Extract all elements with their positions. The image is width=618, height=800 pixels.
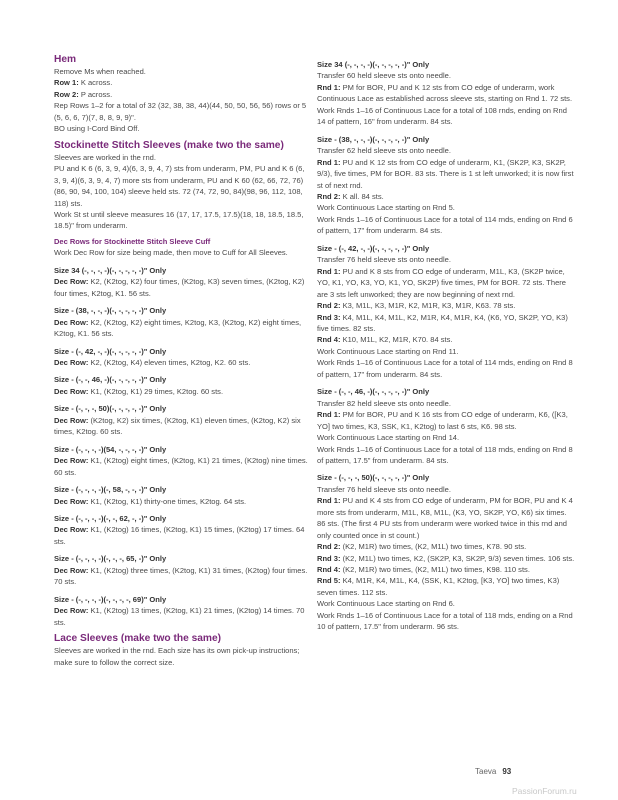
instruction-line: Rnd 1: PM for BOR, PU and K 12 sts from CO edge of underarm, work Continuous Lace as established across sleeve sts, starting on Rnd 1. 72 sts.	[317, 82, 573, 104]
row-label: Dec Row:	[54, 496, 89, 506]
instruction-line: Transfer 76 held sleeve sts onto needle.	[317, 255, 451, 265]
instruction-line: Rnd 1: PM for BOR, PU and K 16 sts from CO edge of underarm, K6, ([K3, YO] two times, K3, SSK, K1, K2tog) to last 6 sts, K6. 98 sts.	[317, 410, 568, 431]
instruction-line: Work Continuous Lace starting on Rnd 6.	[317, 599, 455, 609]
row-label: Rnd 4:	[317, 335, 341, 345]
size-heading: Size - (-, -, -, -)(54, -, -, -, -)" Only	[54, 444, 167, 454]
lace-intro: Sleeves are worked in the rnd. Each size has its own pick-up instructions; make sure to follow the correct size.	[54, 646, 300, 667]
row-label: Rnd 4:	[317, 565, 341, 575]
lace-size-list	[317, 59, 577, 633]
instruction-line: Work Continuous Lace starting on Rnd 5.	[317, 203, 455, 213]
left-column	[54, 53, 310, 668]
instruction-line: Work Continuous Lace starting on Rnd 14.	[317, 433, 460, 443]
row-label: Rnd 1:	[317, 496, 341, 506]
row-label: Rnd 5:	[317, 576, 341, 586]
row-label: Dec Row:	[54, 277, 89, 287]
row-label: Rnd 1:	[317, 266, 341, 276]
row-label: Rnd 3:	[317, 312, 341, 322]
row-label: Rnd 3:	[317, 553, 341, 563]
row-label: Rnd 1:	[317, 410, 341, 420]
instruction-line: Rnd 5: K4, M1R, K4, M1L, K4, (SSK, K1, K2tog, [K3, YO] two times, K3) seven times. 112 sts.	[317, 576, 560, 597]
instruction-line: Work St st until sleeve measures 16 (17, 17, 17.5, 17.5)(18, 18, 18.5, 18.5, 18.5)" from underarm.	[54, 209, 304, 231]
row-label: Dec Row:	[54, 317, 89, 327]
size-heading: Size - (38, -, -, -)(-, -, -, -, -)" Only	[54, 306, 167, 316]
row-label: Rnd 1:	[317, 82, 341, 92]
size-heading: Size - (-, -, 46, -)(-, -, -, -, -)" Only	[317, 387, 430, 397]
size-heading: Size - (-, -, -, -)(-, -, 62, -, -)" Only	[54, 514, 167, 523]
stockinette-instructions	[54, 152, 310, 232]
row-label: Rnd 2:	[317, 191, 341, 201]
row-label: Dec Row:	[54, 606, 89, 616]
size-heading: Size - (-, 42, -, -)(-, -, -, -, -)" Only	[54, 346, 167, 356]
lace-heading: Lace Sleeves (make two the same)	[54, 633, 222, 645]
instruction-line: PU and K 6 (6, 3, 9, 4)(6, 3, 9, 4, 7) sts from underarm, PM, PU and K 6 (6, 3, 9, 4)(6, 3, 9, 4, 7) more sts from underarm, PU and K 60 (62, 66, 72, 76)(86, 90, 94, 100, 104) sleeve held sts. 72 (74, 72, 90, 84)(98, 96, 112, 108, 118) sts.	[54, 164, 305, 208]
row-label: Rnd 2:	[317, 301, 341, 311]
dec-row-line: Dec Row: K1, (K2tog) eight times, (K2tog, K1) 21 times, (K2tog) nine times. 60 sts.	[54, 456, 308, 477]
instruction-line: BO using I-Cord Bind Off.	[54, 124, 140, 134]
row-label: Dec Row:	[54, 386, 89, 396]
page-footer	[475, 767, 511, 776]
instruction-line: Transfer 62 held sleeve sts onto needle.	[317, 146, 451, 156]
size-heading: Size - (-, -, -, -)(-, 58, -, -, -)" Only	[54, 485, 167, 495]
dec-row-line: Dec Row: K1, (K2tog) 16 times, (K2tog, K1) 15 times, (K2tog) 17 times. 64 sts.	[54, 525, 305, 546]
footer-pattern-name: Taeva	[475, 767, 497, 776]
row-label: Rnd 2:	[317, 542, 341, 552]
instruction-line: Row 1: K across.	[54, 78, 113, 88]
dec-row-line: Dec Row: K1, (K2tog) 13 times, (K2tog, K1) 21 times, (K2tog) 14 times. 70 sts.	[54, 606, 305, 627]
row-label: Row 1:	[54, 78, 79, 88]
instruction-line: Rnd 3: K4, M1L, K4, M1L, K2, M1R, K4, M1R, K4, (K6, YO, SK2P, YO, K3) five times. 82 sts.	[317, 312, 568, 333]
size-heading: Size - (-, 42, -, -)(-, -, -, -, -)" Only	[317, 243, 430, 253]
instruction-line: Rnd 2: (K2, M1R) two times, (K2, M1L) two times, K78. 90 sts.	[317, 542, 527, 552]
instruction-line: Work Rnds 1–16 of Continuous Lace for a total of 118 rnds, ending on Rnd 8 of pattern, 17.5" from underarm. 84 sts.	[317, 444, 573, 465]
size-heading: Size 34 (-, -, -, -)(-, -, -, -, -)" Only	[54, 265, 167, 275]
instruction-line: Remove Ms when reached.	[54, 67, 146, 76]
row-label: Row 2:	[54, 89, 79, 99]
instruction-line: Row 2: P across.	[54, 89, 113, 99]
instruction-line: Transfer 76 held sleeve sts onto needle.	[317, 484, 451, 494]
hem-heading: Hem	[54, 54, 77, 65]
instruction-line: Rnd 4: (K2, M1R) two times, (K2, M1L) two times, K98. 110 sts.	[317, 565, 530, 575]
instruction-line: Rnd 2: K all. 84 sts.	[317, 191, 384, 201]
dec-row-line: Dec Row: K2, (K2tog, K4) eleven times, K2tog, K2. 60 sts.	[54, 358, 251, 368]
instruction-line: Rnd 3: (K2, M1L) two times, K2, (SK2P, K3, SK2P, 9/3) seven times. 106 sts.	[317, 553, 575, 563]
row-label: Dec Row:	[54, 415, 89, 425]
dec-row-line: Dec Row: K2, (K2tog, K2) four times, (K2tog, K3) seven times, (K2tog, K2) four times, K2tog, K1. 56 sts.	[54, 277, 305, 298]
instruction-line: Sleeves are worked in the rnd.	[54, 152, 156, 162]
row-label: Dec Row:	[54, 525, 89, 535]
size-heading: Size - (-, -, -, -)(-, -, -, 65, -)" Only	[54, 554, 167, 564]
watermark: PassionForum.ru	[512, 786, 577, 796]
right-column	[317, 53, 577, 633]
size-heading: Size - (-, -, -, 50)(-, -, -, -, -)" Only	[317, 473, 430, 483]
dec-rows-heading: Dec Rows for Stockinette Stitch Sleeve Cuff	[54, 236, 211, 246]
instruction-line: Rnd 1: PU and K 12 sts from CO edge of underarm, K1, (SK2P, K3, SK2P, 9/3), five times, PM for BOR. 83 sts. There is 1 st left unworked; it is now first st of next rnd.	[317, 157, 574, 190]
size-heading: Size - (38, -, -, -)(-, -, -, -, -)" Only	[317, 134, 430, 144]
stockinette-heading: Stockinette Stitch Sleeves (make two the same)	[54, 139, 284, 151]
instruction-line: Work Rnds 1–16 of Continuous Lace for a total of 108 rnds, ending on Rnd 14 of pattern, 16" from underarm. 84 sts.	[317, 105, 567, 127]
dec-row-line: Dec Row: K1, (K2tog, K1) thirty-one times, K2tog. 64 sts.	[54, 496, 247, 506]
row-label: Rnd 1:	[317, 157, 341, 167]
instruction-line: Rnd 2: K3, M1L, K3, M1R, K2, M1R, K3, M1R, K63. 78 sts.	[317, 301, 516, 311]
size-heading: Size - (-, -, -, 50)(-, -, -, -, -)" Only	[54, 404, 167, 414]
instruction-line: Work Rnds 1–16 of Continuous Lace for a total of 114 rnds, ending on Rnd 8 of pattern, 17" from underarm. 84 sts.	[317, 358, 573, 379]
dec-row-size-list	[54, 265, 310, 628]
dec-row-line: Dec Row: (K2tog, K2) six times, (K2tog, K1) eleven times, (K2tog, K2) six times, K2tog. 60 sts.	[54, 415, 301, 437]
hem-instructions	[54, 66, 310, 135]
dec-row-line: Dec Row: K2, (K2tog, K2) eight times, K2tog, K3, (K2tog, K2) eight times, K2tog, K1. 56 sts.	[54, 317, 302, 339]
dec-row-line: Dec Row: K1, (K2tog) three times, (K2tog, K1) 31 times, (K2tog) four times. 70 sts.	[54, 565, 308, 587]
dec-rows-intro: Work Dec Row for size being made, then move to Cuff for All Sleeves.	[54, 248, 288, 258]
size-heading: Size - (-, -, 46, -)(-, -, -, -, -)" Only	[54, 375, 167, 385]
size-heading: Size 34 (-, -, -, -)(-, -, -, -, -)" Only	[317, 60, 430, 69]
size-heading: Size - (-, -, -, -)(-, -, -, -, 69)" Only	[54, 594, 167, 604]
row-label: Dec Row:	[54, 456, 89, 466]
page-number: 93	[502, 767, 512, 776]
row-label: Dec Row:	[54, 565, 89, 575]
instruction-line: Work Rnds 1–16 of Continuous Lace for a total of 114 rnds, ending on Rnd 6 of pattern, 17" from underarm. 84 sts.	[317, 214, 573, 236]
row-label: Dec Row:	[54, 358, 89, 368]
instruction-line: Rnd 1: PU and K 8 sts from CO edge of underarm, M1L, K3, (SK2P twice, YO, K1, YO, K3, YO, K1, YO, SK2P) five times, PM for BOR. 72 sts. There are 3 sts left unworked; they are now beginning of next rnd.	[317, 266, 567, 299]
dec-row-line: Dec Row: K1, (K2tog, K1) 29 times, K2tog. 60 sts.	[54, 386, 224, 396]
instruction-line: Transfer 82 held sleeve sts onto needle.	[317, 398, 451, 408]
instruction-line: Work Continuous Lace starting on Rnd 11.	[317, 346, 459, 356]
instruction-line: Rnd 1: PU and K 4 sts from CO edge of underarm, PM for BOR, PU and K 4 more sts from underarm, M1L, K8, M1L, (K3, YO, SK2P, YO, K6) six times. 86 sts. (The first 4 PU sts from underarm were worked twice in this rnd and only counted once in st count.)	[317, 496, 573, 540]
instruction-line: Work Rnds 1–16 of Continuous Lace for a total of 118 rnds, ending on a Rnd 10 of pattern, 17.5" from underarm. 96 sts.	[317, 610, 573, 632]
instruction-line: Rnd 4: K10, M1L, K2, M1R, K70. 84 sts.	[317, 335, 453, 345]
instruction-line: Rep Rows 1–2 for a total of 32 (32, 38, 38, 44)(44, 50, 50, 56, 56) rows or 5 (5, 6, 6, 7)(7, 8, 8, 9, 9)".	[54, 101, 307, 122]
instruction-line: Transfer 60 held sleeve sts onto needle.	[317, 71, 451, 81]
